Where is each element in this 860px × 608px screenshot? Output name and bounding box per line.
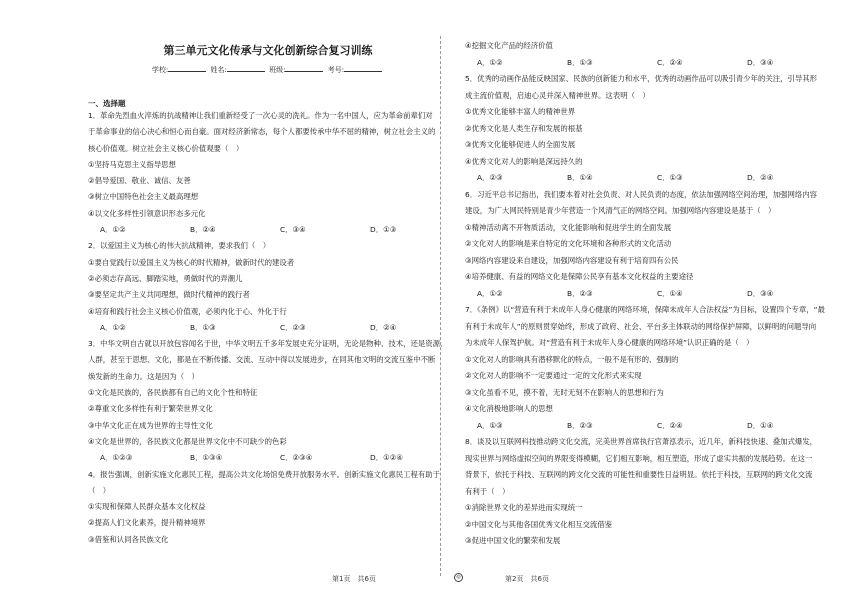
left-column bbox=[88, 108, 450, 548]
statement-item: ①坚持马克思主义指导思想 bbox=[88, 159, 176, 169]
exam-no-blank[interactable] bbox=[344, 63, 382, 72]
option-b[interactable]: B．①③ bbox=[567, 57, 593, 67]
option-b[interactable]: B．①④ bbox=[567, 173, 593, 182]
question-line: 5．优秀的动画作品能反映国家、民族的创新能力和水平，优秀的动画作品可以吸引青少年的关注，引导其形 bbox=[465, 74, 818, 83]
option-b[interactable]: B．①③ bbox=[190, 322, 216, 332]
name-blank[interactable] bbox=[227, 63, 265, 72]
statement-item: ①文化对人的影响具有潜移默化的特点，一般不是有形的、强制的 bbox=[465, 354, 679, 364]
statement-item: ④文化消极地影响人的思想 bbox=[465, 404, 553, 413]
right-column bbox=[465, 38, 827, 550]
statement-item: ①实现和保障人民群众基本文化权益 bbox=[88, 502, 206, 512]
statement-item: ④优秀文化对人的影响是深远持久的 bbox=[465, 156, 583, 166]
statement-item: ②尊重文化多样性有利于繁荣世界文化 bbox=[88, 404, 213, 414]
option-b[interactable]: B．②③ bbox=[567, 288, 593, 298]
school-blank[interactable] bbox=[168, 63, 206, 72]
question-line: 有利于（ ） bbox=[465, 486, 510, 496]
school-label: 学校: bbox=[151, 66, 169, 74]
student-info-line bbox=[88, 63, 448, 76]
question-line: 有利于未成年人”的原则贯穿始终，形成了政府、社会、平台多主体联动的网络保护屏障，以鲜明的问题导向 bbox=[465, 321, 817, 331]
column-divider bbox=[440, 36, 441, 576]
statement-item: ③促进中国文化的繁荣和发展 bbox=[465, 536, 561, 545]
question-line: 为未成年人保驾护航。对“营造有利于未成年人身心健康的网络环境”认识正确的是（ ） bbox=[465, 338, 754, 347]
section-title: 一、选择题 bbox=[88, 99, 126, 108]
statement-item: ④文化是世界的，各民族文化都是世界文化中不可缺少的色彩 bbox=[88, 436, 287, 446]
statement-item: ①精神活动离不开物质活动，文化能影响和促进学生的全面发展 bbox=[465, 222, 672, 232]
question-line: 8．谈及以互联网科技推动跨文化交流，完美世界首席执行官萧泓表示，近几年，新科技快速、叠加式爆发， bbox=[465, 437, 818, 446]
option-a[interactable]: A．②③ bbox=[477, 173, 503, 182]
statement-item: ③中华文化正在成为世界的主导性文化 bbox=[88, 420, 213, 430]
answer-options bbox=[88, 222, 450, 238]
option-a[interactable]: A．①② bbox=[477, 57, 503, 67]
option-c[interactable]: C．①④ bbox=[657, 288, 683, 298]
statement-item: ②文化对人的影响不一定要通过一定的文化形式来实现 bbox=[465, 371, 642, 380]
option-a[interactable]: A．①②③ bbox=[100, 453, 133, 463]
statement-item: ②倡导爱国、敬业、诚信、友善 bbox=[88, 176, 191, 186]
answer-options bbox=[88, 320, 450, 336]
question-line: （ ） bbox=[88, 485, 111, 495]
option-a[interactable]: A．①② bbox=[100, 322, 126, 332]
page-number-right: 第2页 共6页 bbox=[505, 575, 549, 583]
question-line: 成主流价值观，启迪心灵并深入精神世界。这表明（ ） bbox=[465, 90, 650, 100]
option-b[interactable]: B．②④ bbox=[190, 225, 216, 235]
option-d[interactable]: D．②④ bbox=[747, 173, 774, 182]
statement-item: ①要自觉践行以爱国主义为核心的时代精神，做新时代的建设者 bbox=[88, 257, 295, 267]
option-b[interactable]: B．①③④ bbox=[190, 453, 223, 463]
option-d[interactable]: D．①②④ bbox=[370, 453, 403, 463]
statement-item: ②中国文化与其他各国优秀文化相互交流借鉴 bbox=[465, 519, 613, 529]
option-b[interactable]: B．②③ bbox=[567, 420, 593, 430]
question-line: 现实世界与网络虚拟空间的界限变得模糊，它们相互影响，相互塑造，形成了虚实共振的发展趋势。在这一 bbox=[465, 453, 813, 463]
question-line: 人群，甚至于思想、文化，都是在不断传播、交流、互动中得以发展进步，在同其他文明的交流互鉴中不断 bbox=[88, 355, 436, 365]
name-label: 姓名: bbox=[210, 66, 227, 74]
option-d[interactable]: D．②④ bbox=[370, 322, 397, 332]
statement-item: ③优秀文化能够促进人的全面发展 bbox=[465, 140, 576, 149]
question-line: 于革命事业的信心决心和恒心而自豪。面对经济新常态，每个人都要传承中华不屈的精神，树立社会主义的 bbox=[88, 127, 436, 137]
option-c[interactable]: C．②③ bbox=[280, 322, 306, 332]
question-line: 背景下，依托于科技、互联网的跨文化交流的可能性和重要性日益明显。依托于科技，互联网的跨文化交流 bbox=[465, 470, 813, 479]
answer-options bbox=[465, 418, 827, 435]
option-a[interactable]: A．①② bbox=[100, 225, 126, 235]
statement-item: ①优秀文化能够丰富人的精神世界 bbox=[465, 107, 576, 116]
statement-item: ③借鉴和认同各民族文化 bbox=[88, 534, 169, 544]
page-center-mark-icon: ◎ bbox=[454, 573, 463, 582]
question-line: 2．以爱国主义为核心的伟大抗战精神，要求我们（ ） bbox=[88, 241, 271, 251]
statement-item: ②优秀文化是人类生存和发展的根基 bbox=[465, 123, 583, 133]
answer-options bbox=[465, 55, 827, 72]
option-d[interactable]: D．①③ bbox=[370, 225, 397, 235]
answer-options bbox=[88, 450, 450, 466]
answer-options bbox=[465, 286, 827, 303]
question-line: 核心价值观。树立社会主义核心价值观要（ ） bbox=[88, 143, 244, 153]
statement-item: ②必须志存高远、脚踏实地，勇做时代的弄潮儿 bbox=[88, 273, 243, 283]
option-a[interactable]: A．①② bbox=[477, 288, 503, 298]
class-blank[interactable] bbox=[285, 63, 323, 72]
statement-item: ③要坚定共产主义共同理想，做时代精神的践行者 bbox=[88, 290, 250, 300]
question-line: 7．《条例》以“营造有利于未成年人身心健康的网络环境，保障未成年人合法权益”为目标，设置四个专章，“最 bbox=[465, 305, 825, 314]
statement-item: ②文化对人的影响是来自特定的文化环境和各种形式的文化活动 bbox=[465, 239, 672, 248]
option-c[interactable]: C．②④ bbox=[657, 57, 683, 67]
option-c[interactable]: C．②③④ bbox=[280, 453, 313, 463]
option-c[interactable]: C．③④ bbox=[280, 225, 306, 235]
question-line: 6．习近平总书记指出，我们要本着对社会负责、对人民负责的态度，依法加强网络空间治理，加强网络内容 bbox=[465, 189, 818, 199]
statement-item: ④以文化多样性引领意识形态多元化 bbox=[88, 208, 206, 218]
class-label: 班级: bbox=[269, 66, 286, 74]
question-line: 1．革命先烈血火淬炼的抗战精神让我们重新经受了一次心灵的洗礼。作为一名中国人，应为革命前辈们对 bbox=[88, 111, 433, 120]
question-line: 焕发新的生命力。这是因为（ ） bbox=[88, 371, 199, 381]
question-line: 4．报告强调，创新实施文化惠民工程，提高公共文化场馆免费开放服务水平。创新实施文化惠民工程有助于 bbox=[88, 469, 441, 479]
option-c[interactable]: C．②④ bbox=[657, 420, 683, 430]
statement-item: ①文化是民族的，各民族都有自己的文化个性和特征 bbox=[88, 388, 258, 398]
exam-no-label: 考号: bbox=[327, 66, 345, 74]
option-c[interactable]: C．①③ bbox=[657, 173, 683, 182]
statement-item: ④培育和践行社会主义核心价值观，必须内化于心、外化于行 bbox=[88, 306, 287, 316]
statement-item: ③网络内容建设来自建设，加强网络内容建设有利于培育四有公民 bbox=[465, 255, 679, 265]
statement-item: ④培养健康、有益的网络文化是保障公民享有基本文化权益的主要途径 bbox=[465, 272, 694, 281]
option-d[interactable]: D．③④ bbox=[747, 57, 774, 67]
answer-options bbox=[465, 170, 827, 187]
question-line: 建设，为广大网民特别是青少年营造一个风清气正的网络空间。加强网络内容建设是基于（ ） bbox=[465, 206, 776, 215]
page-number-left: 第1页 共6页 bbox=[332, 575, 376, 583]
statement-item: ③树立中国特色社会主义最高理想 bbox=[88, 192, 199, 202]
statement-item: ③文化虽看不见，摸不着，无时无刻不在影响人的思想和行为 bbox=[465, 387, 664, 397]
option-d[interactable]: D．①④ bbox=[747, 420, 774, 430]
option-a[interactable]: A．①③ bbox=[477, 420, 503, 430]
statement-item: ①消除世界文化的差异进而实现统一 bbox=[465, 503, 583, 512]
page-title: 第三单元文化传承与文化创新综合复习训练 bbox=[163, 44, 373, 57]
option-d[interactable]: D．③④ bbox=[747, 288, 774, 298]
statement-item: ④挖掘文化产品的经济价值 bbox=[465, 41, 553, 50]
statement-item: ②提高人们文化素养，提升精神境界 bbox=[88, 518, 206, 528]
question-line: 3．中华文明自古就以开放包容闻名于世，中华文明五千多年发展史充分证明，无论是物种、技术，还是资源、 bbox=[88, 339, 448, 349]
